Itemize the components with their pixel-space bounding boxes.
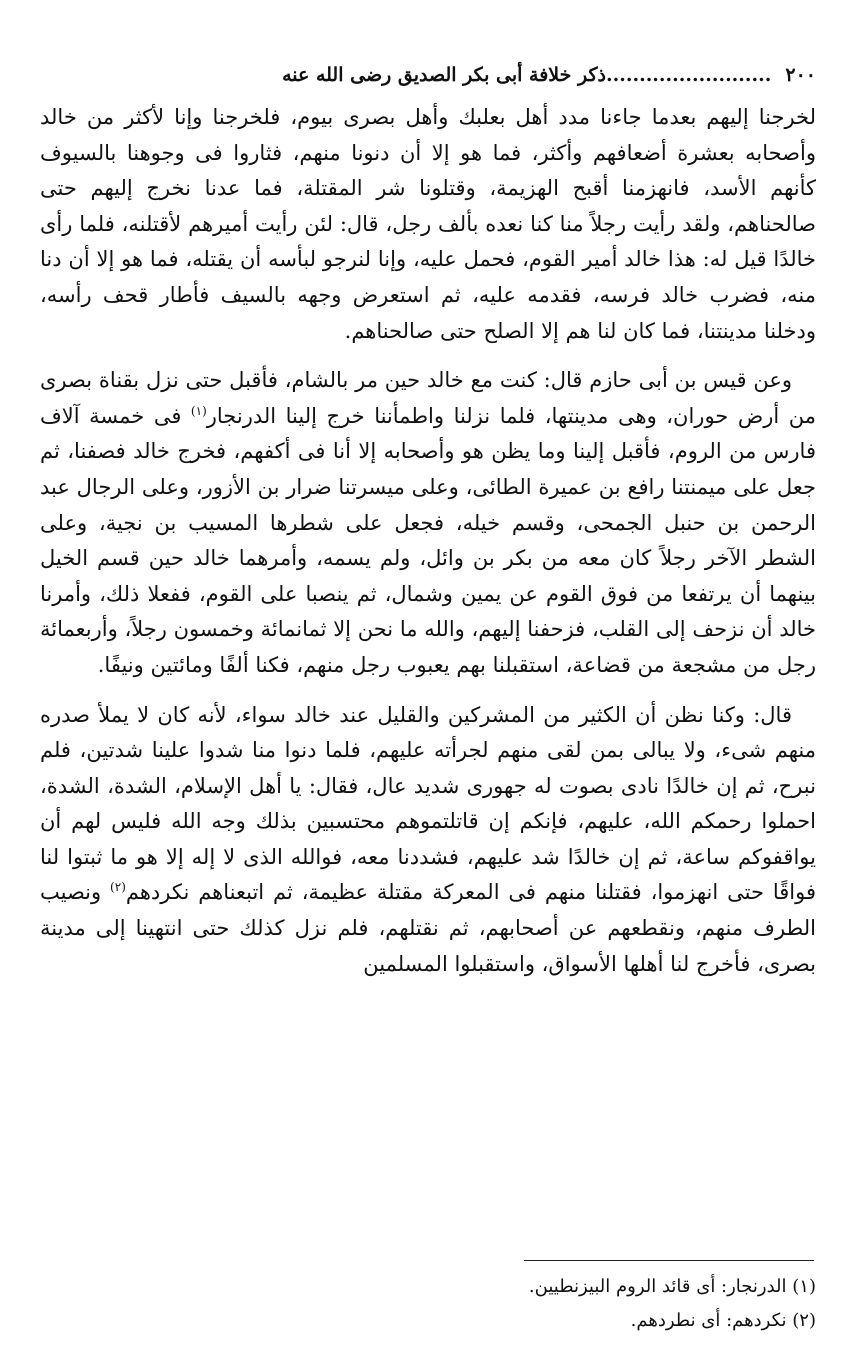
running-header [40,58,816,92]
paragraph-2-text-b: فى خمسة آلاف فارس من الروم، فأقبل إلينا وما يظن هو وأصحابه إلا أنا فى أكفهم، فخرج خالد فصفنا، ثم جعل على ميمنتنا رافع بن عميرة الطائى، وعلى ميسرتنا ضرار بن الأزور، وعلى الرجال عبد الرحمن بن حنبل الجمحى، وقسم خيله، فجعل على شطرها المسيب بن نجية، وعلى الشطر الآخر رجلاً كان معه من بكر بن وائل، ولم يسمه، وأمرهما خالد حين قسم الخيل بينهما أن يرتفعا من فوق القوم عن يمين وشمال، ثم ينصبا على القوم، ففعلا ذلك، وأمرنا خالد أن نزحف إلى القلب، فزحفنا إليهم، والله ما نحن إلا ثمانمائة وخمسون رجلاً، وأربعمائة رجل من مشجعة من قضاعة، استقبلنا بهم يعبوب رجل منهم، فكنا ألفًا ومائتين ونيفًا. [40,403,816,677]
paragraph-3-text-b: ونصيب الطرف منهم، ونقطعهم عن أصحابهم، ثم نقتلهم، فلم نزل كذلك حتى انتهينا إلى مدينة بصرى، فأخرج لنا أهلها الأسواق، واستقبلوا المسلمين [40,880,816,976]
footnote-1-marker: (١) [792,1276,816,1297]
paragraph-2-text-a: وعن قيس بن أبى حازم قال: كنت مع خالد حين مر بالشام، فأقبل حتى نزل بقناة بصرى من أرض حوران، وهى مدينتها، فلما نزلنا واطمأننا خرج إلينا الدرنجار [40,368,816,428]
paragraph-1: لخرجنا إليهم بعدما جاءنا مدد أهل بعلبك وأهل بصرى بيوم، فلخرجنا وإنا لأكثر من خالد وأصحابه بعشرة أضعافهم وأكثر، فما هو إلا أن دنونا منهم، فثاروا فى وجوهنا بالسيوف كأنهم الأسد، فانهزمنا أقبح الهزيمة، وقتلونا شر المقتلة، فما عدنا نخرج إليهم حتى صالحناهم، ولقد رأيت رجلاً منا كنا نعده بألف رجل، قال: لئن رأيت أميرهم لأقتلنه، فلما رأى خالدًا قيل له: هذا خالد أمير القوم، فحمل عليه، وإنا لنرجو لبأسه أن يقتله، فما هو إلا أن دنا منه، فضرب خالد فرسه، فقدمه عليه، ثم استعرض وجهه بالسيف فأطار قحف رأسه، ودخلنا مدينتنا، فما كان لنا هم إلا الصلح حتى صالحناهم. [40,105,816,343]
footnotes [40,1270,816,1338]
paragraph-3 [40,698,816,983]
footnote-1 [40,1270,816,1304]
footnote-ref-2: (٢) [110,880,126,895]
paragraph-3-text-a: قال: وكنا نظن أن الكثير من المشركين والقليل عند خالد سواء، لأنه كان لا يملأ صدره منهم شىء، ولا يبالى بمن لقى منهم لجرأته عليهم، فلما دنوا منا شدوا علينا شدتين، فلم نبرح، ثم إن خالدًا نادى بصوت له جهورى شديد عال، فقال: يا أهل الإسلام، الشدة، الشدة، احملوا رحمكم الله، عليهم، فإنكم إن قاتلتموهم محتسبين بذلك وجه الله فليس لهم أن يواقفوكم ساعة، ثم إن خالدًا شد عليهم، فشددنا معه، فوالله الذى لا إله إلا هو ما ثبتوا لنا فواقًا حتى انهزموا، فقتلنا منهم فى المعركة مقتلة عظيمة، ثم اتبعناهم نكردهم [40,702,816,905]
body-text [40,100,816,982]
footnote-2 [40,1304,816,1338]
paragraph-2 [40,363,816,683]
chapter-title: ذكر خلافة أبى بكر الصديق رضى الله عنه [282,64,606,86]
header-leader-dots: ......................... [606,64,772,86]
footnote-divider [524,1260,814,1261]
footnote-ref-1: (١) [190,403,207,418]
footnote-2-marker: (٢) [792,1310,816,1331]
footnote-1-text: الدرنجار: أى قائد الروم البيزنطيين. [528,1276,793,1297]
footnote-2-text: نكردهم: أى نطردهم. [630,1310,793,1331]
page-number: ٢٠٠ [785,64,816,86]
